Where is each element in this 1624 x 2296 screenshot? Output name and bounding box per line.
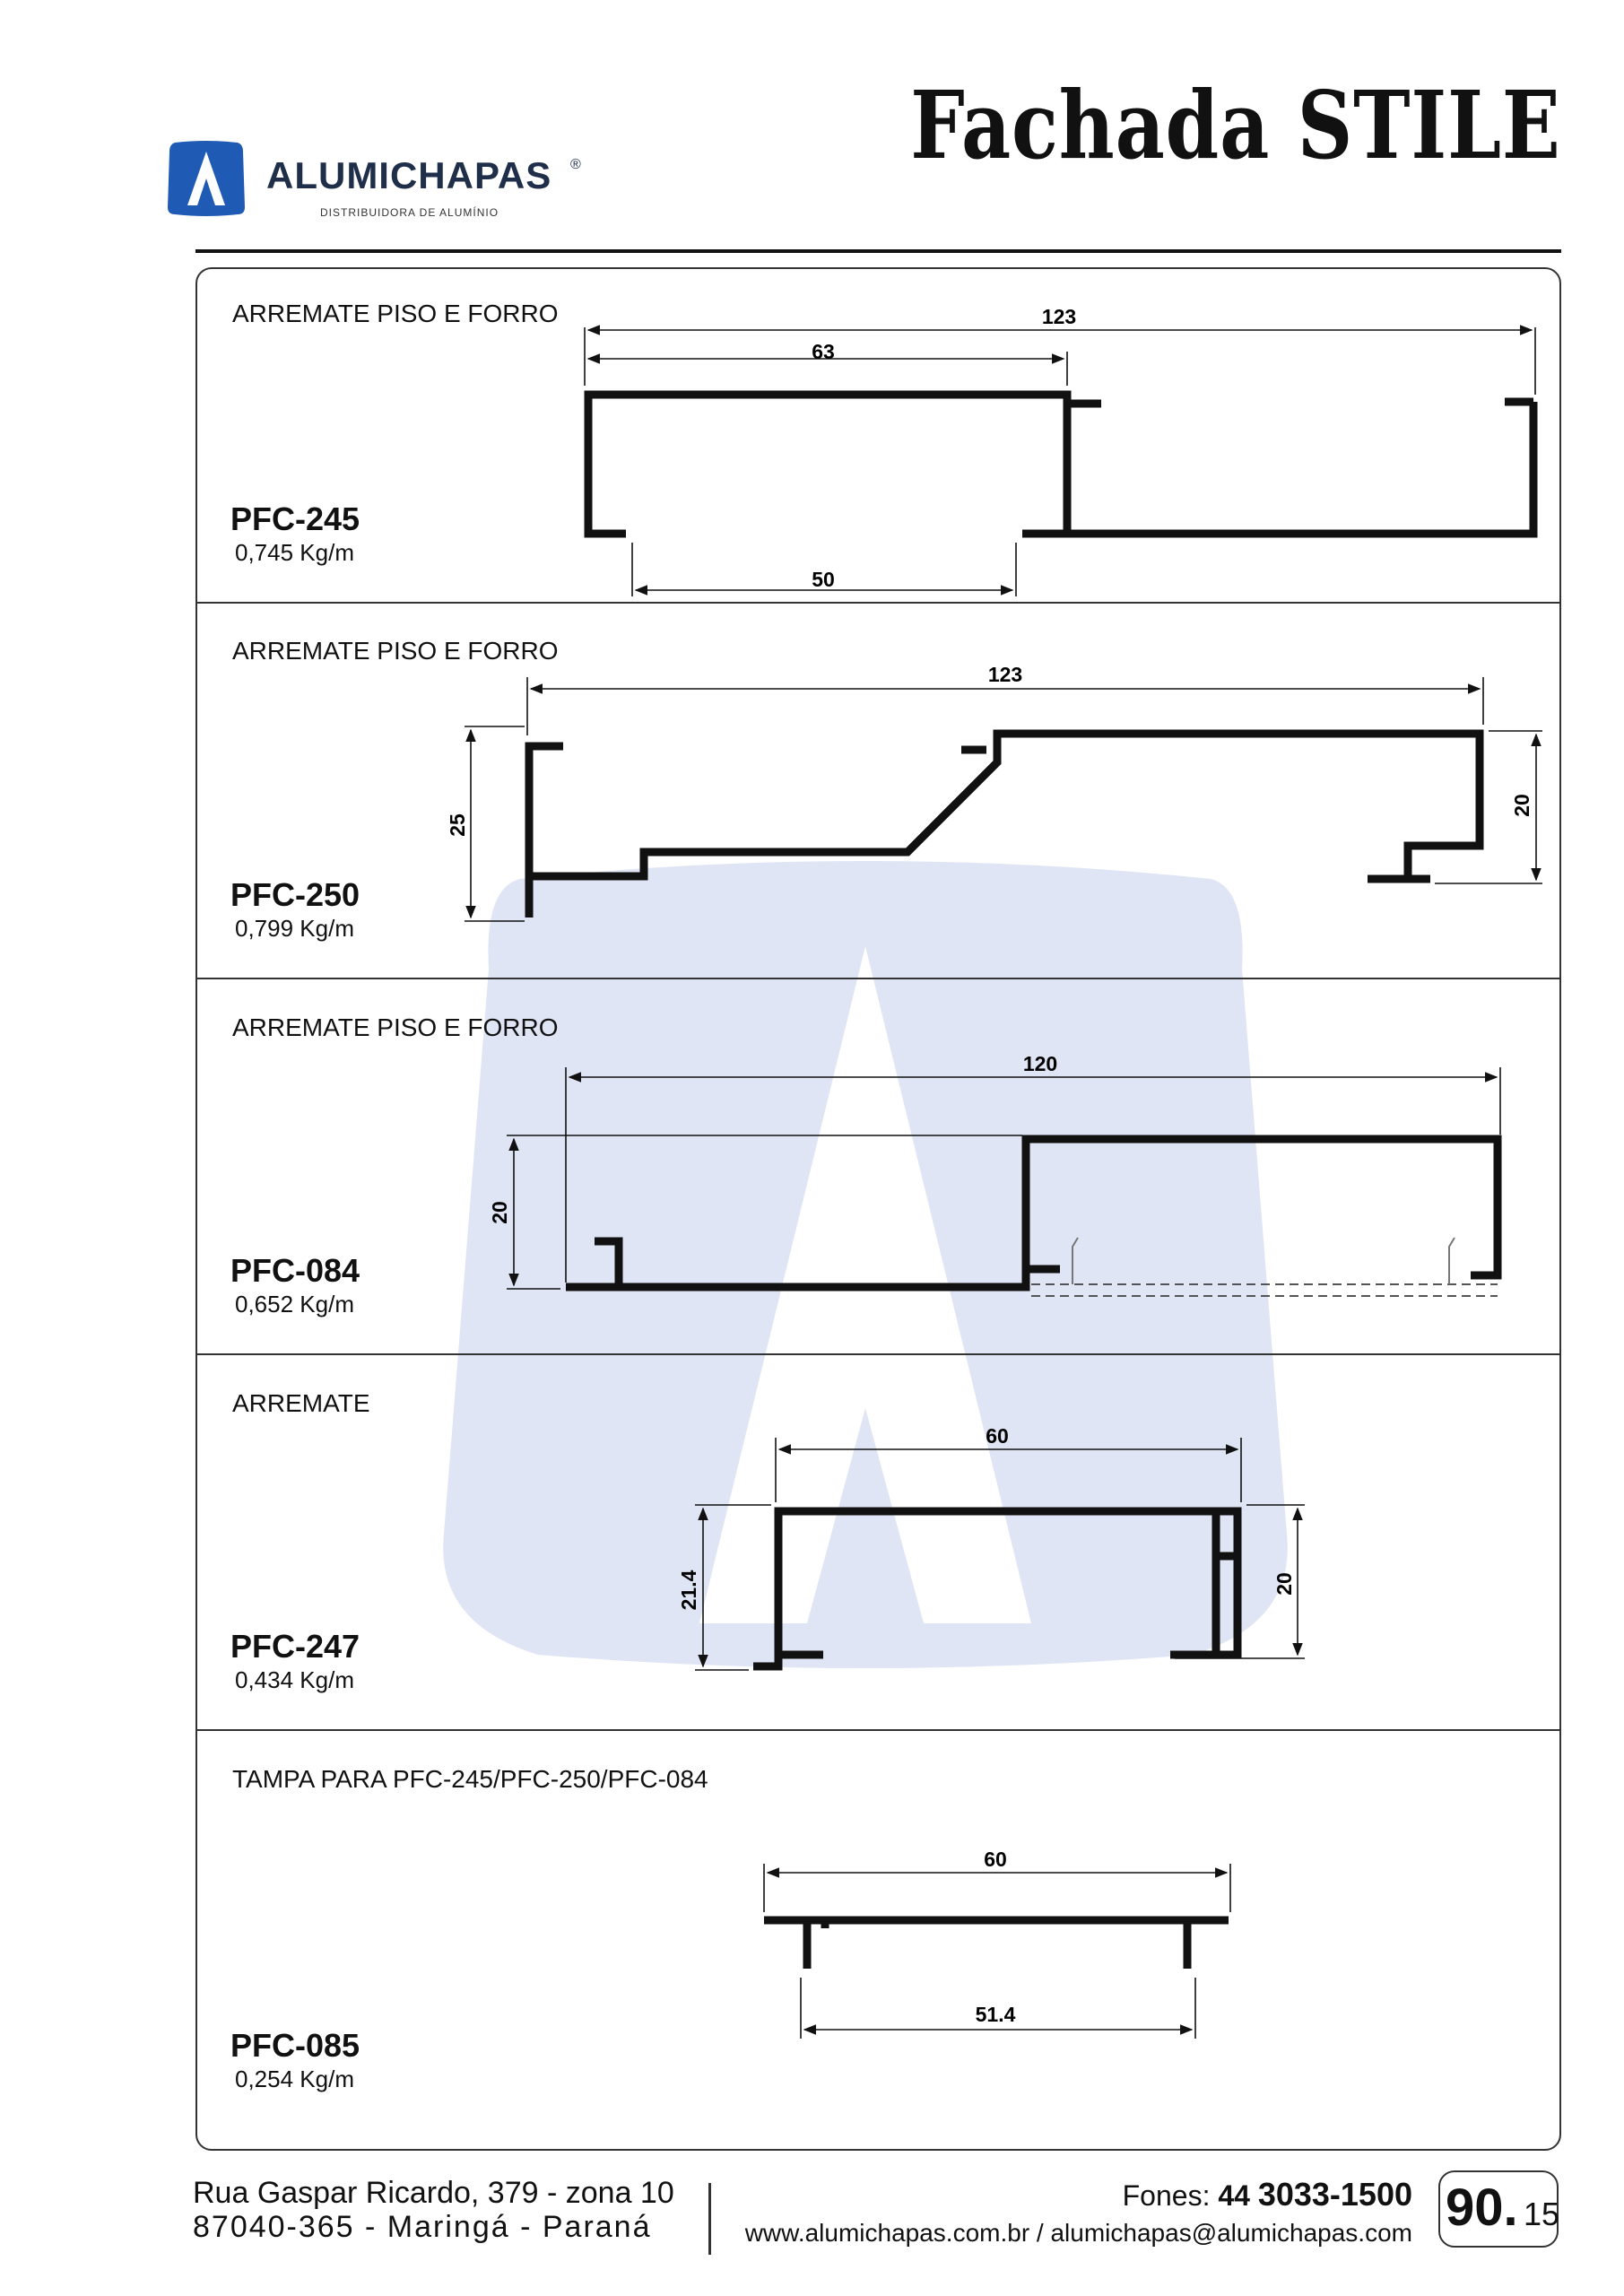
brand-tagline: DISTRIBUIDORA DE ALUMÍNIO: [320, 206, 499, 219]
section-1-weight: 0,745 Kg/m: [235, 539, 354, 566]
section-4-code: PFC-247: [230, 1628, 360, 1665]
page-title: Fachada STILE: [910, 70, 1561, 180]
profile-pfc-084: [566, 1139, 1498, 1287]
address-line-2: 87040-365 - Maringá - Paraná: [193, 2210, 652, 2244]
section-2-label: ARREMATE PISO E FORRO: [232, 637, 559, 665]
tampa-dashed: [1031, 1284, 1498, 1296]
dim-text: 20: [488, 1201, 511, 1224]
section-3-code: PFC-084: [230, 1252, 360, 1289]
website-email: www.alumichapas.com.br / alumichapas@alumichapas.com: [744, 2219, 1412, 2247]
section-3-weight: 0,652 Kg/m: [235, 1291, 354, 1318]
dim-text: 123: [1041, 305, 1077, 328]
section-2-code: PFC-250: [230, 876, 360, 913]
dim-text: 63: [812, 340, 835, 363]
address-line-1: Rua Gaspar Ricardo, 379 - zona 10: [193, 2176, 674, 2210]
dim-text: 60: [986, 1424, 1009, 1448]
dim-text: 123: [987, 663, 1023, 686]
dim-text: 60: [984, 1848, 1007, 1871]
dim-text: 20: [1510, 794, 1533, 817]
phone-area: 44: [1218, 2179, 1250, 2212]
section-5-code: PFC-085: [230, 2027, 360, 2064]
section-4-label: ARREMATE: [232, 1389, 370, 1417]
section-4-weight: 0,434 Kg/m: [235, 1666, 354, 1693]
profile-pfc-250: [529, 734, 1480, 918]
dim-text: 20: [1272, 1572, 1296, 1596]
page-number: 90.: [1446, 2179, 1518, 2237]
section-2-weight: 0,799 Kg/m: [235, 915, 354, 942]
section-1-code: PFC-245: [230, 500, 360, 537]
profile-pfc-085: [764, 1920, 1229, 1969]
dim-text: 25: [446, 813, 469, 837]
registered-mark: ®: [570, 157, 581, 172]
phone: [1123, 2176, 1412, 2213]
page-subnumber: 15: [1524, 2196, 1560, 2232]
tampa-clips: [1073, 1238, 1455, 1284]
section-5-label: TAMPA PARA PFC-245/PFC-250/PFC-084: [232, 1765, 708, 1793]
dim-text: 21.4: [677, 1570, 700, 1611]
profile-pfc-247: [753, 1511, 1238, 1666]
section-3-label: ARREMATE PISO E FORRO: [232, 1013, 559, 1041]
phone-label: Fones:: [1122, 2179, 1211, 2212]
section-5-weight: 0,254 Kg/m: [235, 2066, 354, 2092]
dims-pfc-084: [507, 1067, 1500, 1289]
footer-separator: [708, 2183, 711, 2255]
dim-text: 120: [1022, 1052, 1058, 1075]
profile-pfc-245: [588, 395, 1533, 534]
dims-pfc-245: [585, 327, 1535, 596]
dim-text: 51.4: [975, 2003, 1016, 2026]
brand-name: ALUMICHAPAS: [266, 154, 552, 196]
phone-number: 3033-1500: [1257, 2176, 1412, 2213]
dims-pfc-250: [465, 677, 1542, 921]
section-1-label: ARREMATE PISO E FORRO: [232, 300, 559, 327]
dim-text: 50: [812, 568, 835, 591]
